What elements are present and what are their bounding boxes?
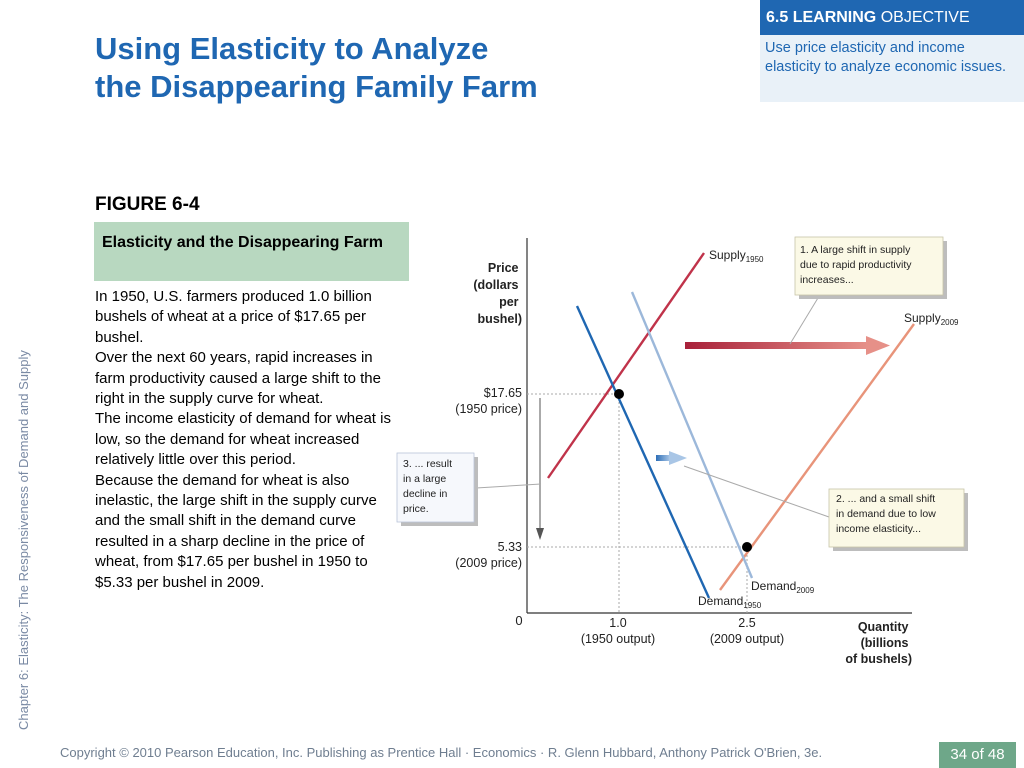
supply-1950-curve [548, 253, 704, 478]
demand-1950-label-year: 1950 [743, 601, 762, 610]
demand-1950-curve [577, 306, 709, 598]
supply-2009-label [904, 311, 959, 327]
annotation-1-line-2: due to rapid productivity [800, 259, 912, 271]
demand-2009-label-year: 2009 [796, 586, 815, 595]
x-tick-2009-output-note: (2009 output) [709, 632, 785, 646]
demand-1950-label-name: Demand [698, 594, 744, 608]
x-axis-label [845, 620, 912, 666]
y-axis-label-line-1: Price [487, 261, 519, 275]
annotation-3-line-1: 3. ... result [403, 458, 453, 470]
slide-title-line2: the Disappearing Family Farm [95, 69, 538, 104]
copyright-footer: Copyright © 2010 Pearson Education, Inc. Publishing as Prentice Hall · Economics · R. Glenn Hubbard, Anthony Patrick O'Brien, 3e. [60, 745, 823, 760]
supply-2009-label-year: 2009 [940, 318, 959, 327]
supply-1950-label-year: 1950 [745, 255, 764, 264]
learning-objective-word: OBJECTIVE [880, 9, 970, 26]
x-tick-1950-output: 1.0 [609, 616, 627, 630]
learning-objective-number: 6.5 LEARNING [766, 9, 877, 26]
y-axis-label-line-4: bushel) [477, 312, 522, 326]
annotation-2-line-1: 2. ... and a small shift [836, 493, 936, 505]
y-axis-label [473, 261, 522, 326]
equilibrium-2009-point [742, 542, 752, 552]
annotation-3-line-4: price. [403, 503, 429, 515]
demand-2009-curve [632, 292, 752, 578]
y-tick-1950-price: $17.65 [483, 386, 522, 400]
supply-shift-arrow-shaft [685, 342, 867, 349]
annotation-1-line-1: 1. A large shift in supply [800, 244, 911, 256]
annotation-1-line-3: increases... [800, 274, 854, 286]
x-axis-label-line-1: Quantity [857, 620, 909, 634]
x-axis-label-line-3: of bushels) [845, 652, 912, 666]
x-axis-label-line-2: (billions [860, 636, 909, 650]
slide-page-number: 34 of 48 [939, 742, 1016, 768]
annotation-2-leader [684, 466, 829, 517]
description-paragraph-4: Because the demand for wheat is also inelastic, the large shift in the supply curve and the small shift in the demand curve resulted in a sharp decline in the price of wheat, from $17.65 per bushel in 1950 to $5.33 per bushel in 2009. [95, 471, 377, 591]
supply-2009-label-name: Supply [904, 311, 941, 325]
annotation-2-line-3: income elasticity... [836, 523, 921, 535]
figure-caption: Elasticity and the Disappearing Farm [102, 234, 383, 251]
annotation-1-leader [790, 293, 821, 344]
equilibrium-1950-point [614, 389, 624, 399]
annotation-3-line-2: in a large [403, 473, 447, 485]
annotation-3-line-3: decline in [403, 488, 448, 500]
slide-title-line1: Using Elasticity to Analyze [95, 31, 489, 66]
x-tick-2009-output: 2.5 [738, 616, 756, 630]
figure-label: FIGURE 6-4 [95, 194, 200, 215]
supply-1950-label-name: Supply [709, 248, 746, 262]
demand-2009-label [751, 579, 815, 595]
demand-2009-label-name: Demand [751, 579, 797, 593]
y-tick-2009-price: 5.33 [497, 540, 522, 554]
demand-1950-label [698, 594, 762, 610]
description-paragraph-1: In 1950, U.S. farmers produced 1.0 billion bushels of wheat at a price of $17.65 per bushel. [95, 288, 372, 346]
demand-shift-arrow-shaft [656, 455, 670, 461]
annotation-2-line-2: in demand due to low [836, 508, 936, 520]
price-decline-arrowhead [536, 528, 544, 540]
y-tick-1950-price-note: (1950 price) [455, 402, 522, 416]
demand-shift-arrowhead [669, 451, 687, 465]
y-tick-2009-price-note: (2009 price) [455, 556, 522, 570]
y-axis-label-line-2: (dollars [473, 278, 519, 292]
origin-label: 0 [515, 613, 523, 628]
x-tick-1950-output-note: (1950 output) [580, 632, 656, 646]
annotation-3-leader [476, 484, 541, 488]
description-paragraph-3: The income elasticity of demand for wheat is low, so the demand for wheat increased relatively little over this period. [95, 410, 391, 469]
description-paragraph-2: Over the next 60 years, rapid increases in farm productivity caused a large shift to the right in the supply curve for wheat. [95, 349, 381, 408]
supply-1950-label [709, 248, 764, 264]
y-axis-label-line-3: per [499, 295, 519, 309]
chapter-side-text: Chapter 6: Elasticity: The Responsiveness of Demand and Supply [16, 350, 31, 730]
supply-shift-arrowhead [866, 336, 890, 355]
learning-objective-text: Use price elasticity and income elasticity to analyze economic issues. [765, 40, 1006, 75]
